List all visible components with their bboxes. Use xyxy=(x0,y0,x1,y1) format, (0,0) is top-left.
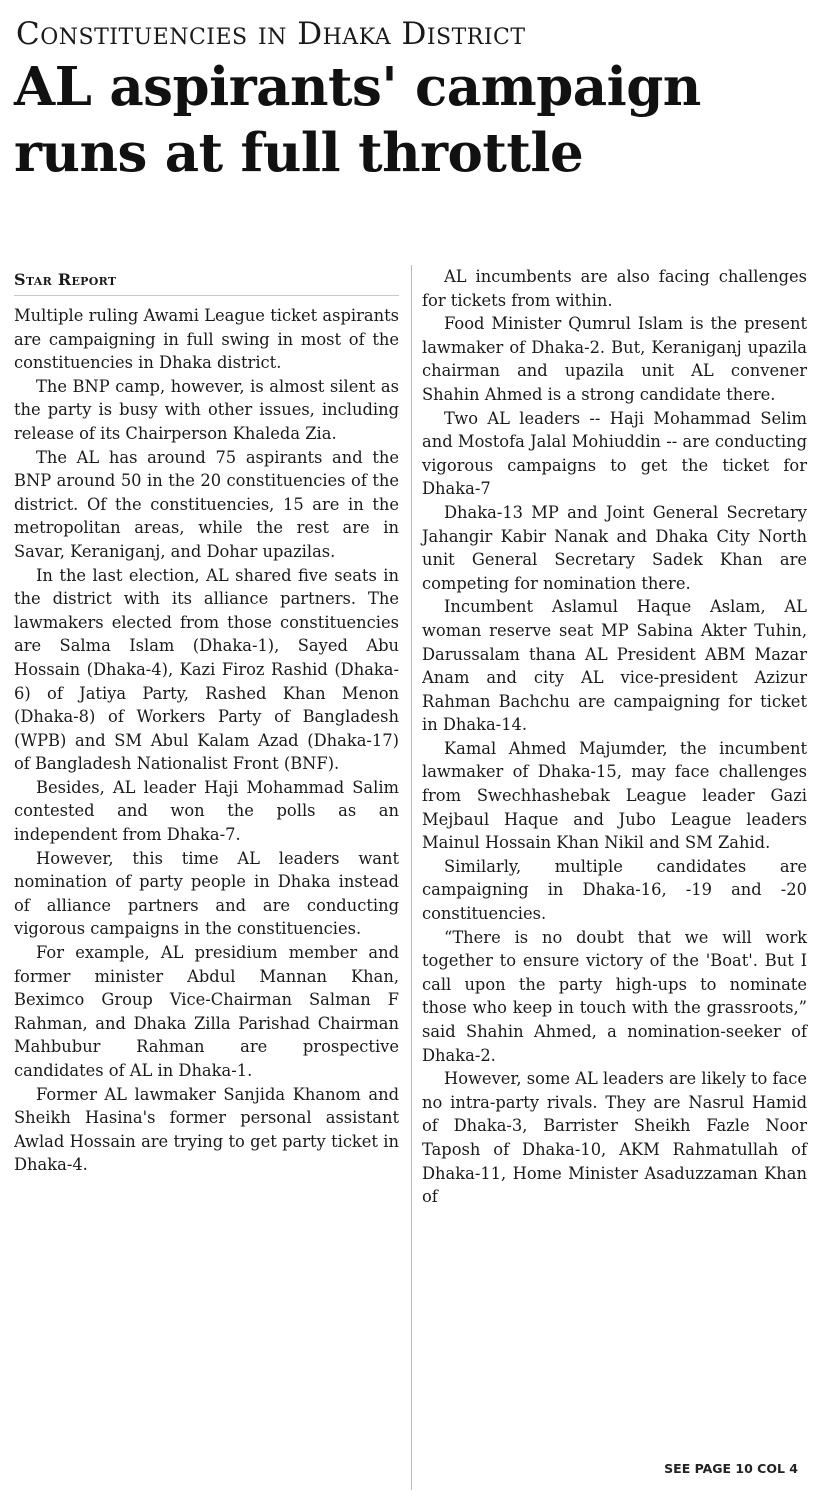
right-column xyxy=(422,265,807,1209)
paragraph: “There is no doubt that we will work together to ensure victory of the 'Boat'. But I call upon the party high-ups to nominate those who keep in touch with the grassroots,” said Shahin Ahmed, a nomination-seeker of Dhaka-2. xyxy=(422,927,807,1065)
paragraph: For example, AL presidium member and former minister Abdul Mannan Khan, Beximco Group Vice-Chairman Salman F Rahman, and Dhaka Zilla Parishad Chairman Mahbubur Rahman are prospective candidates of AL in Dhaka-1. xyxy=(14,943,399,1080)
paragraph: Two AL leaders -- Haji Mohammad Selim and Mostofa Jalal Mohiuddin -- are conducting vigorous campaigns to get the ticket for Dhaka-7 xyxy=(422,408,807,499)
paragraph: Multiple ruling Awami League ticket aspirants are campaigning in full swing in most of the constituencies in Dhaka district. xyxy=(14,306,399,373)
byline: Star Report xyxy=(14,265,399,296)
column-divider xyxy=(411,265,412,1490)
headline-line: runs at full throttle xyxy=(14,122,584,184)
left-column xyxy=(14,265,399,1177)
paragraph: However, some AL leaders are likely to face no intra-party rivals. They are Nasrul Hamid of Dhaka-3, Barrister Sheikh Fazle Noor Taposh of Dhaka-10, AKM Rahmatullah of Dhaka-11, Home Minister Asaduzzaman Khan of xyxy=(422,1069,807,1207)
paragraph: Similarly, multiple candidates are campaigning in Dhaka-16, -19 and -20 constituencies. xyxy=(422,856,807,924)
paragraph: The AL has around 75 aspirants and the BNP around 50 in the 20 constituencies of the district. Of the constituencies, 15 are in the metropolitan areas, while the rest are in Savar, Keraniganj, and Dohar upazilas. xyxy=(14,447,399,561)
paragraph: AL incumbents are also facing challenges for tickets from within. xyxy=(422,267,807,310)
paragraph: However, this time AL leaders want nomination of party people in Dhaka instead of alliance partners and are conducting vigorous campaigns in the constituencies. xyxy=(14,848,399,939)
continuation-line: SEE PAGE 10 COL 4 xyxy=(664,1461,798,1476)
paragraph: Food Minister Qumrul Islam is the present lawmaker of Dhaka-2. But, Keraniganj upazila chairman and upazila unit AL convener Shahin Ahmed is a strong candidate there. xyxy=(422,314,807,404)
paragraph: Incumbent Aslamul Haque Aslam, AL woman reserve seat MP Sabina Akter Tuhin, Darussalam thana AL President ABM Mazar Anam and city AL vice-president Azizur Rahman Bachchu are campaigning for ticket in Dhaka-14. xyxy=(422,597,807,735)
article-columns xyxy=(14,265,808,1490)
headline xyxy=(14,54,804,186)
headline-line: AL aspirants' campaign xyxy=(14,56,701,118)
paragraph: In the last election, AL shared five seats in the district with its alliance partners. The lawmakers elected from those constituencies are Salma Islam (Dhaka-1), Sayed Abu Hossain (Dhaka-4), Kazi Firoz Rashid (Dhaka-6) of Jatiya Party, Rashed Khan Menon (Dhaka-8) of Workers Party of Bangladesh (WPB) and SM Abul Kalam Azad (Dhaka-17) of Bangladesh Nationalist Front (BNF). xyxy=(14,565,399,774)
paragraph: Besides, AL leader Haji Mohammad Salim contested and won the polls as an independent from Dhaka-7. xyxy=(14,777,399,845)
kicker: Constituencies in Dhaka District xyxy=(16,16,526,52)
paragraph: Kamal Ahmed Majumder, the incumbent lawmaker of Dhaka-15, may face challenges from Swechhashebak League leader Gazi Mejbaul Haque and Jubo League leaders Mainul Hossain Khan Nikil and SM Zahid. xyxy=(422,738,807,853)
paragraph: Dhaka-13 MP and Joint General Secretary Jahangir Kabir Nanak and Dhaka City North unit General Secretary Sadek Khan are competing for nomination there. xyxy=(422,502,807,593)
paragraph: The BNP camp, however, is almost silent as the party is busy with other issues, including release of its Chairperson Khaleda Zia. xyxy=(14,376,399,443)
paragraph: Former AL lawmaker Sanjida Khanom and Sheikh Hasina's former personal assistant Awlad Hossain are trying to get party ticket in Dhaka-4. xyxy=(14,1084,399,1175)
